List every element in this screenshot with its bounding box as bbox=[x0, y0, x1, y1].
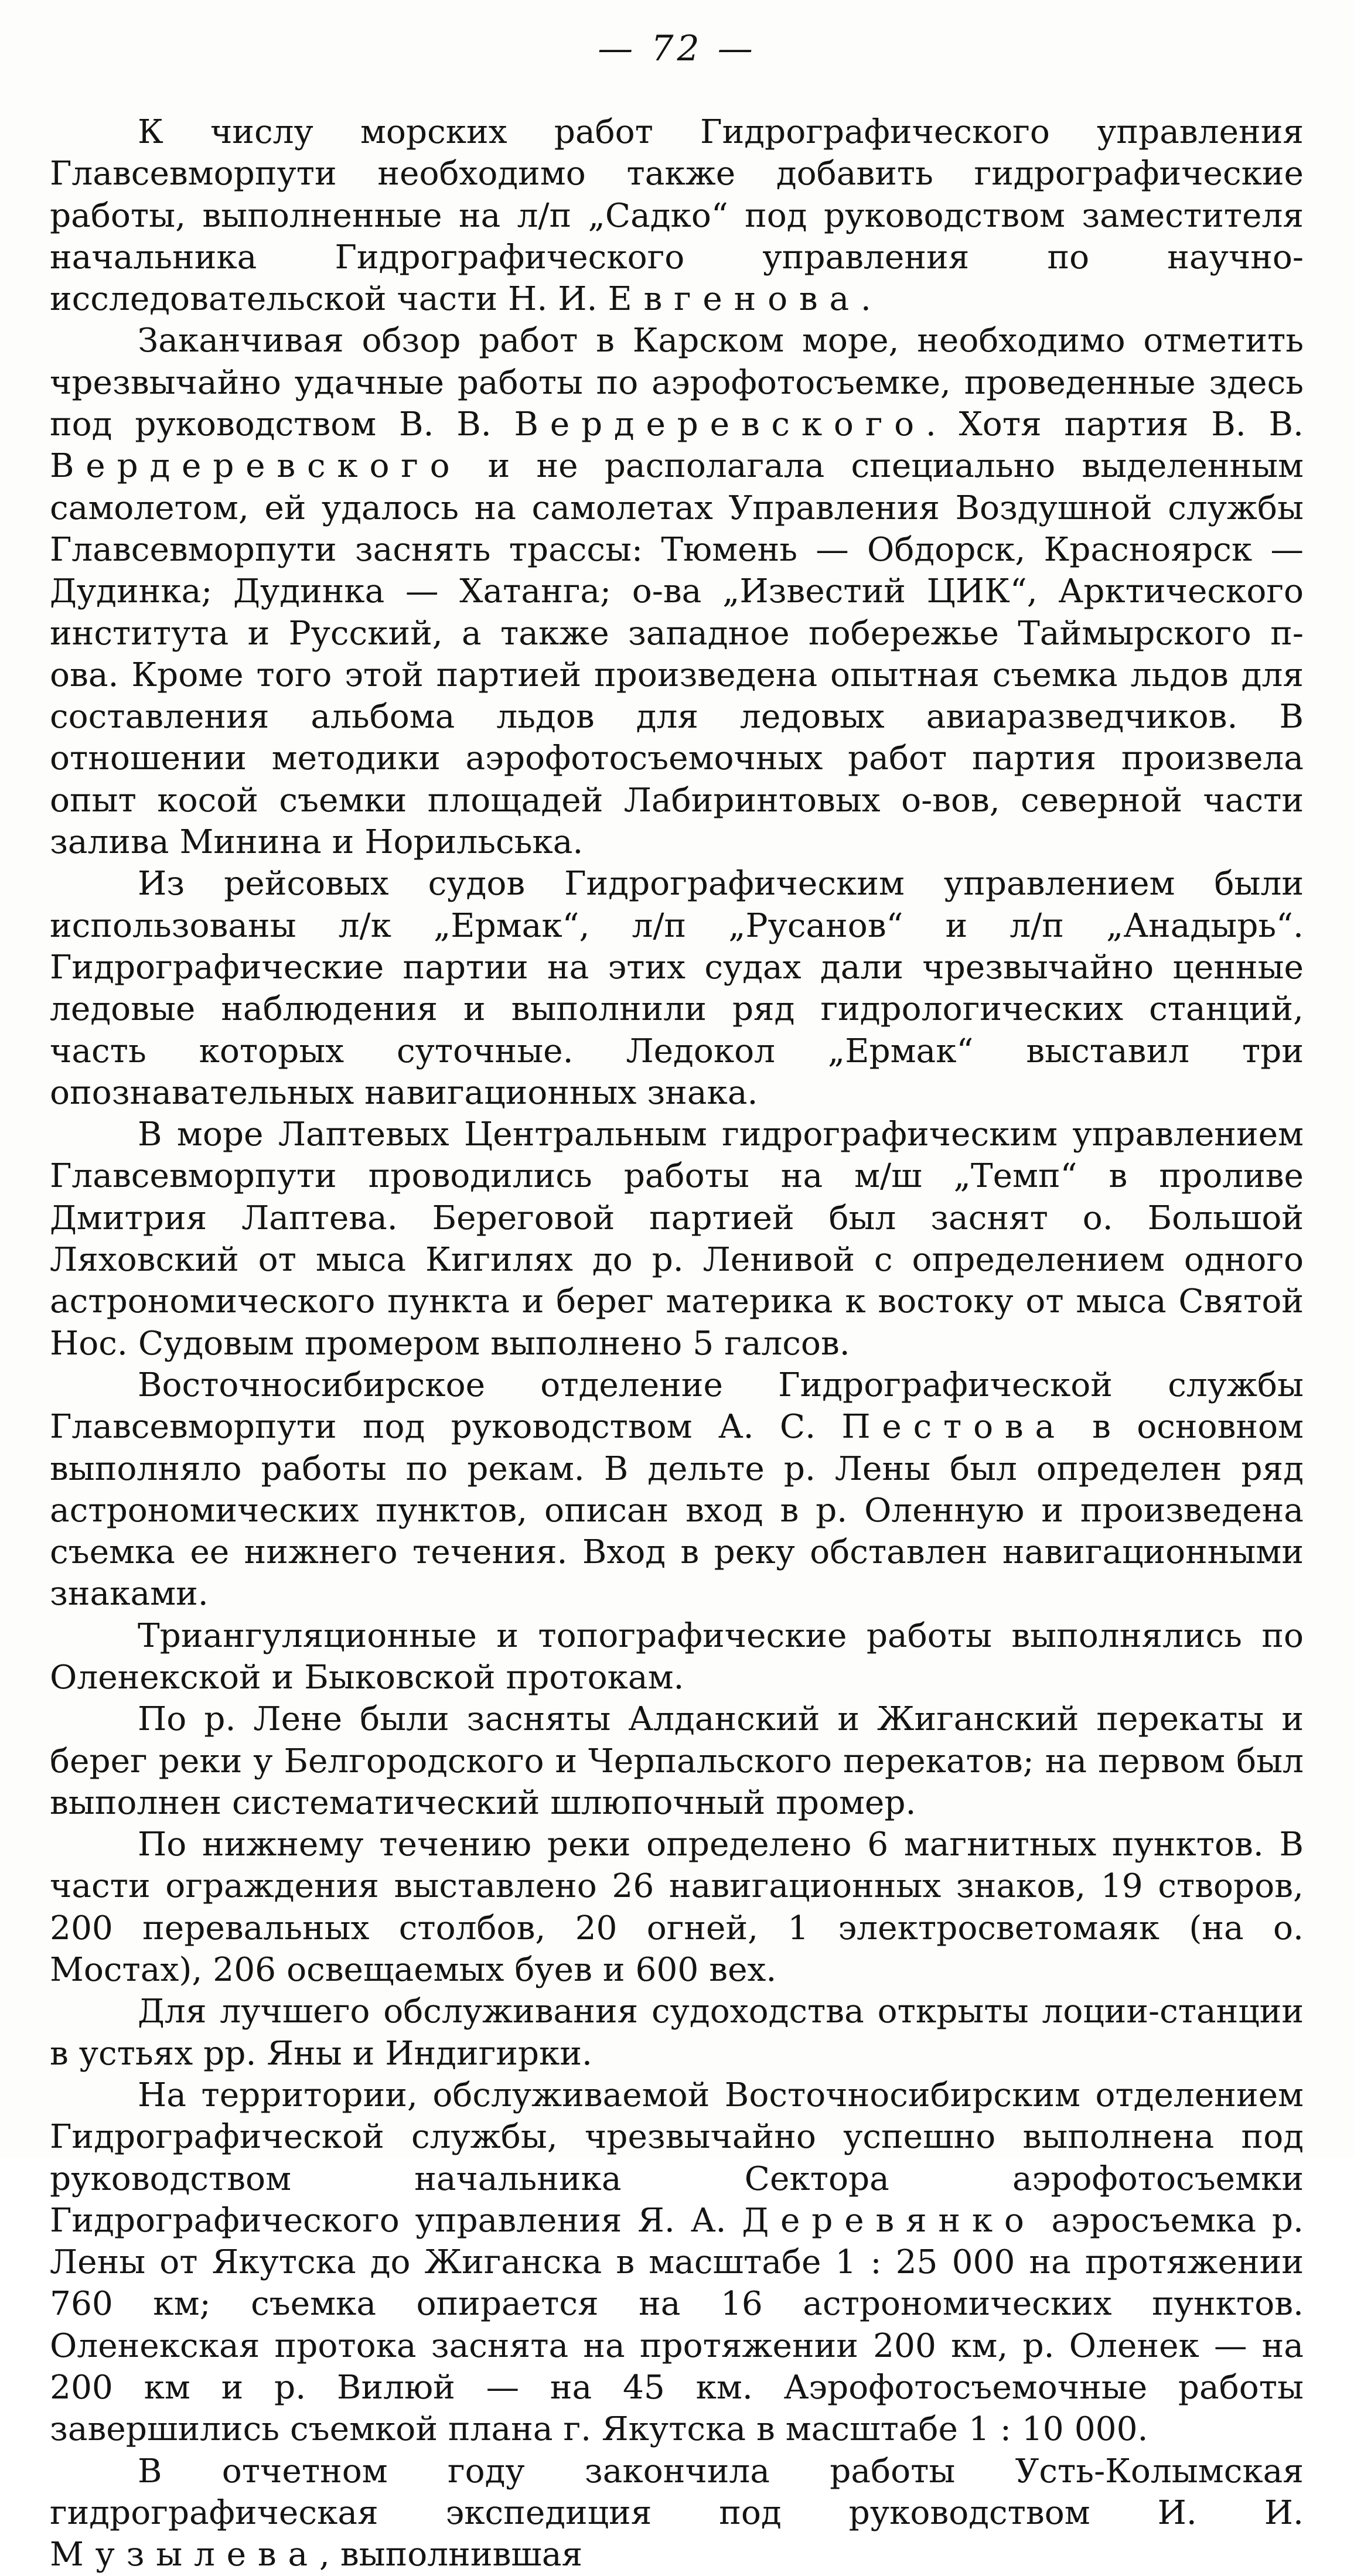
spaced-name: Вердеревского bbox=[514, 405, 926, 444]
paragraph: Из рейсовых судов Гидрографическим управлением были использованы л/к „Ермак“, л/п „Русанов“ и л/п „Анадырь“. Гидрографические партии на этих судах дали чрезвычайно ценные ледовые наблюдения и выполнили ряд гидрологических станций, часть которых суточные. Ледокол „Ермак“ выставил три опознавательных навигационных знака. bbox=[50, 865, 1304, 1112]
paragraph: Для лучшего обслуживания судоходства открыты лоции-станции в устьях рр. Яны и Индигирки. bbox=[50, 1992, 1304, 2073]
paragraph: По нижнему течению реки определено 6 магнитных пунктов. В части ограждения выставлено 26 навигационных знаков, 19 створов, 200 перевальных столбов, 20 огней, 1 электросветомаяк (на о. Мостах), 206 освещаемых буев и 600 вех. bbox=[50, 1826, 1304, 1990]
paragraph: На территории, обслуживаемой Восточносибирским отделением Гидрографической службы, чрезвычайно успешно выполнена под руководством начальника Сектора аэрофотосъемки Гидрографического управления Я. А. Деревянко аэросъемка р. Лены от Якутска до Жиганска в масштабе 1 : 25 000 на протяжении 760 км; съемка опирается на 16 астрономических пунктов. Оленекская протока заснята на протяжении 200 км, р. Оленек — на 200 км и р. Вилюй — на 45 км. Аэрофотосъемочные работы завершились съемкой плана г. Якутска в масштабе 1 : 10 000. bbox=[50, 2076, 1304, 2449]
spaced-name: Вердеревского bbox=[50, 447, 462, 486]
body-text bbox=[50, 111, 1304, 2576]
page-number: — 72 — bbox=[598, 28, 756, 69]
paragraph: Заканчивая обзор работ в Карском море, необходимо отметить чрезвычайно удачные работы по аэрофотосъемке, проведенные здесь под руководством В. В. Вердеревского. Хотя партия В. В. Вердеревского и не располагала специально выделенным самолетом, ей удалось на самолетах Управления Воздушной службы Главсевморпути заснять трассы: Тюмень — Обдорск, Красноярск — Дудинка; Дудинка — Хатанга; о-ва „Известий ЦИК“, Арктического института и Русский, а также западное побережье Таймырского п-ова. Кроме того этой партией произведена опытная съемка льдов для составления альбома льдов для ледовых авиаразведчиков. В отношении методики аэрофотосъемочных работ партия произвела опыт косой съемки площадей Лабиринтовых о-вов, северной части залива Минина и Норильська. bbox=[50, 322, 1304, 862]
paragraph: По р. Лене были засняты Алданский и Жиганский перекаты и берег реки у Белгородского и Черпальского перекатов; на первом был выполнен систематический шлюпочный промер. bbox=[50, 1700, 1304, 1822]
spaced-name: Музылева bbox=[50, 2536, 319, 2574]
paragraph: Триангуляционные и топографические работы выполнялись по Оленекской и Быковской протокам. bbox=[50, 1616, 1304, 1697]
paragraph: В отчетном году закончила работы Усть-Колымская гидрографическая экспедиция под руководством И. И. Музылева, выполнившая bbox=[50, 2452, 1304, 2574]
spaced-name: Евгенова bbox=[608, 280, 861, 319]
paragraph: К числу морских работ Гидрографического управления Главсевморпути необходимо также добавить гидрографические работы, выполненные на л/п „Садко“ под руководством заместителя начальника Гидрографического управления по научно-исследовательской части Н. И. Евгенова. bbox=[50, 113, 1304, 319]
spaced-name: Пестова bbox=[841, 1408, 1066, 1446]
paragraph: В море Лаптевых Центральным гидрографическим управлением Главсевморпути проводились работы на м/ш „Темп“ в проливе Дмитрия Лаптева. Береговой партией был заснят о. Большой Ляховский от мыса Кигилях до р. Ленивой с определением одного астрономического пункта и берег материка к востоку от мыса Святой Нос. Судовым промером выполнено 5 галсов. bbox=[50, 1115, 1304, 1363]
paragraph: Восточносибирское отделение Гидрографической службы Главсевморпути под руководством А. С. Пестова в основном выполняло работы по рекам. В дельте р. Лены был определен ряд астрономических пунктов, описан вход в р. Оленную и произведена съемка ее нижнего течения. Вход в реку обставлен навигационными знаками. bbox=[50, 1366, 1304, 1613]
spaced-name: Деревянко bbox=[742, 2201, 1036, 2240]
